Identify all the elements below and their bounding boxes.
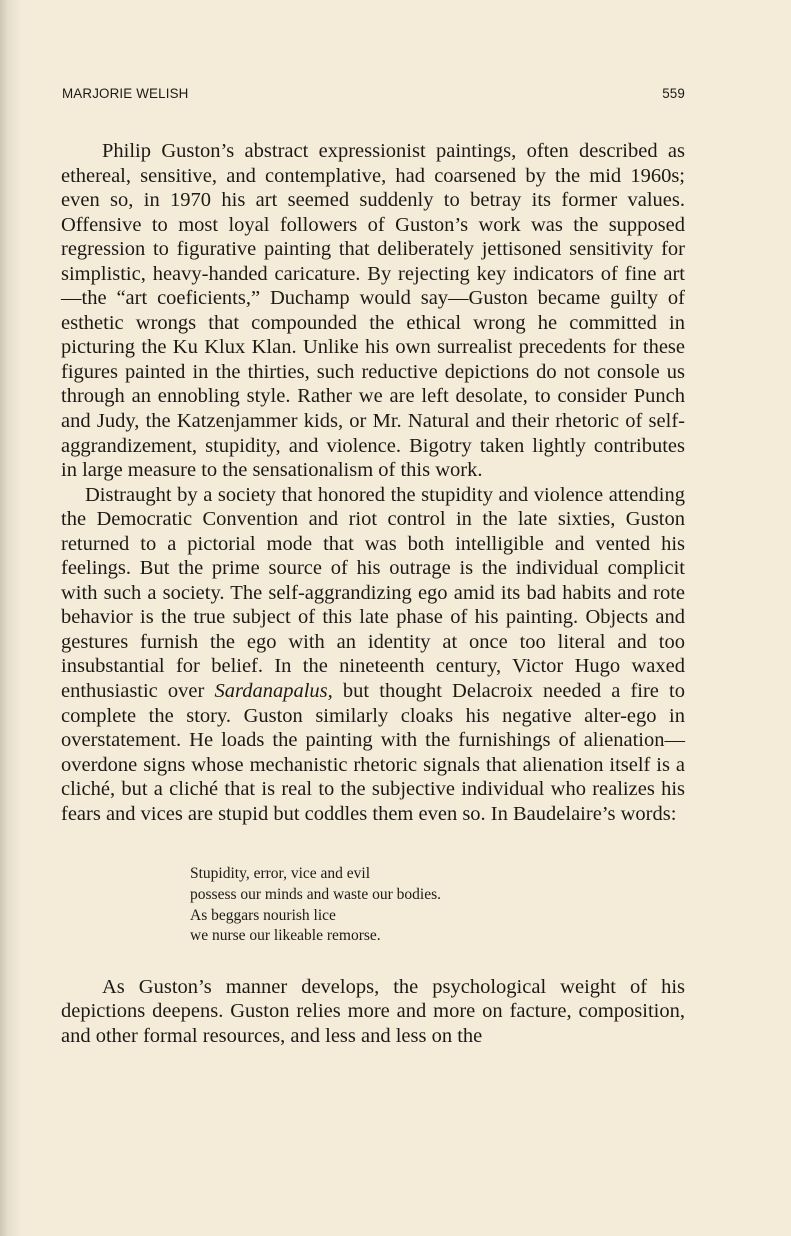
quote-line: As beggars nourish lice <box>190 906 336 924</box>
paragraph-2-text-after-title: but thought Delacroix needed a fire to complete the story. Guston similarly cloaks his negative alter-ego in overstatement. He loads the painting with the furnishings of alienation—overdone signs whose mechanistic rhetoric signals that alienation itself is a cliché, but a cliché that is real to the subjective individual who realizes his fears and vices are stupid but coddles them even so. In Baudelaire’s words: <box>61 680 685 825</box>
paragraph-1: Philip Guston’s abstract expressionist paintings, often described as ethereal, sensitive, and contemplative, had coarsened by the mid 1960s; even so, in 1970 his art seemed suddenly to betray its former values. Offensive to most loyal followers of Guston’s work was the supposed regression to figurative painting that deliberately jettisoned sensitivity for simplistic, heavy-handed caricature. By rejecting key indicators of fine art—the “art coeficients,” Duchamp would say—Guston became guilty of esthetic wrongs that compounded the ethical wrong he committed in picturing the Ku Klux Klan. Unlike his own surrealist precedents for these figures painted in the thirties, such reductive depictions do not console us through an ennobling style. Rather we are left desolate, to consider Punch and Judy, the Katzenjammer kids, or Mr. Natural and their rhetoric of self-aggrandizement, stupidity, and violence. Bigotry taken lightly contributes in large measure to the sensationalism of this work. <box>61 140 685 482</box>
quote-line: we nurse our likeable remorse. <box>190 927 381 945</box>
paragraph-3: As Guston’s manner develops, the psychological weight of his depictions deepens. Guston relies more and more on facture, composition, and other formal resources, and less and less on the <box>61 975 685 1047</box>
baudelaire-quotation <box>190 864 685 946</box>
body-text <box>61 139 685 1048</box>
quote-line: Stupidity, error, vice and evil <box>190 865 371 883</box>
running-head-author: MARJORIE WELISH <box>62 86 189 101</box>
paragraph-2 <box>61 483 685 827</box>
quote-line: possess our minds and waste our bodies. <box>190 885 441 903</box>
page-number: 559 <box>662 86 685 101</box>
artwork-title: Sardanapalus, <box>214 680 333 703</box>
running-head <box>62 86 685 106</box>
paragraph-2-text-before-title: Distraught by a society that honored the stupidity and violence attending the Democratic Convention and riot control in the late sixties, Guston returned to a pictorial mode that was both intelligible and vented his feelings. But the prime source of his outrage is the individual complicit with such a society. The self-aggrandizing ego amid its bad habits and rote behavior is the true subject of this late phase of his painting. Objects and gestures furnish the ego with an identity at once too literal and too insubstantial for belief. In the nineteenth century, Victor Hugo waxed enthusiastic over <box>61 483 685 703</box>
